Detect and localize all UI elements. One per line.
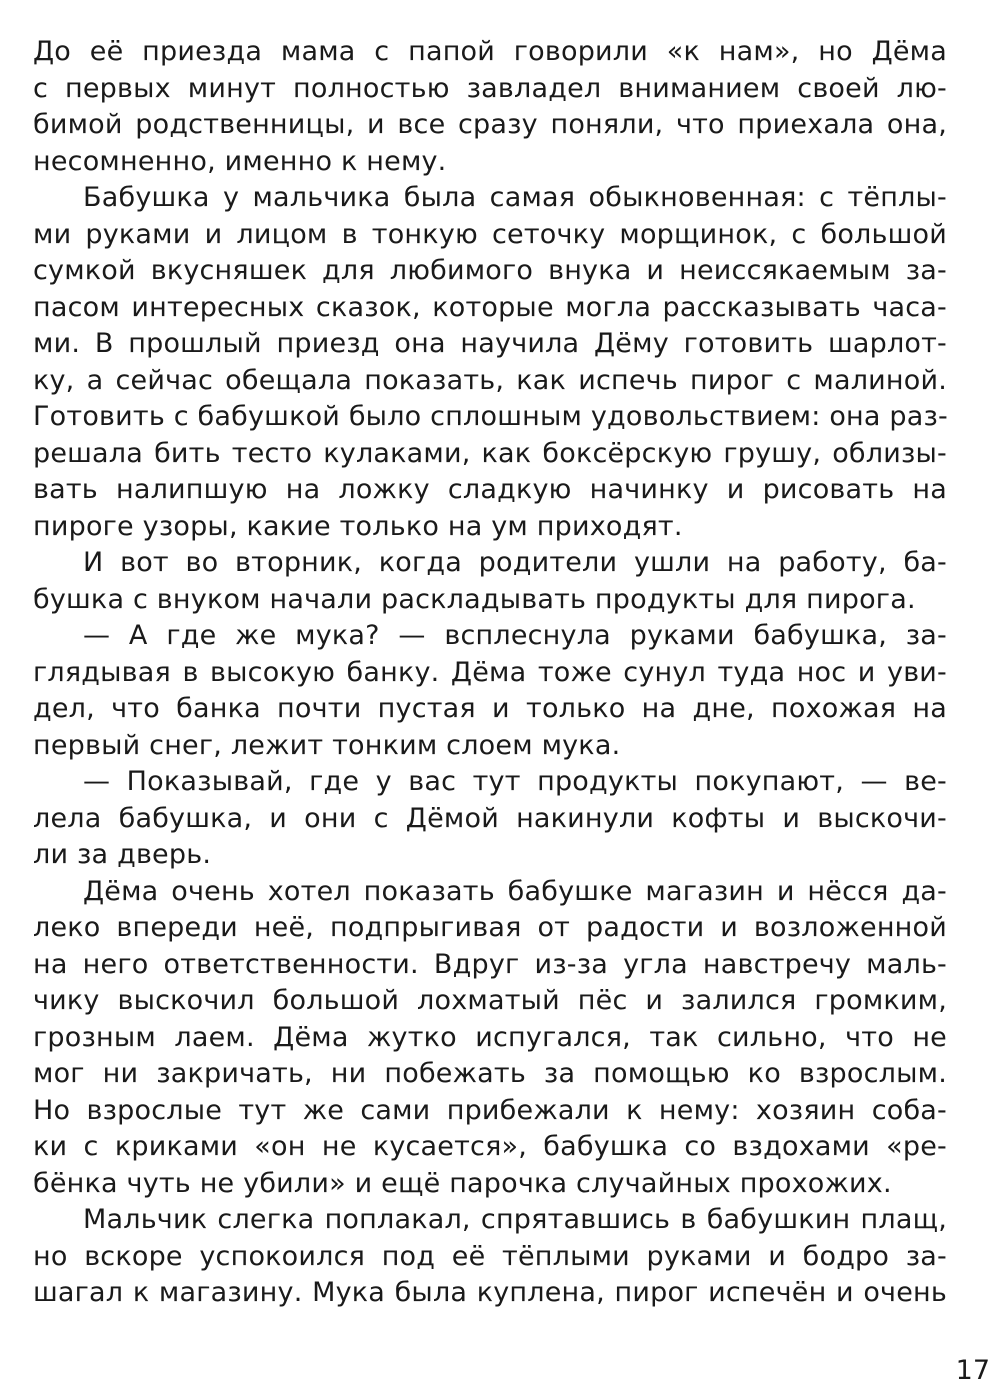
text-line: с первых минут полностью завладел вниманием своей лю- <box>33 72 947 104</box>
text-line: Бабушка у мальчика была самая обыкновенная: с тёплы- <box>83 182 947 213</box>
page-text <box>33 34 947 1312</box>
text-line: решала бить тесто кулаками, как боксёрскую грушу, облизы- <box>33 437 947 469</box>
text-line: пасом интересных сказок, которые могла рассказывать часа- <box>33 291 947 323</box>
paragraph <box>33 764 947 874</box>
text-line: ку, а сейчас обещала показать, как испечь пирог с малиной. <box>33 364 947 396</box>
text-line: несомненно, именно к нему. <box>33 145 447 177</box>
text-line: ки с криками «он не кусается», бабушка со вздохами «ре- <box>33 1131 947 1162</box>
text-line: ми. В прошлый приезд она научила Дёму готовить шарлот- <box>33 328 947 359</box>
paragraph <box>33 874 947 1203</box>
text-line: дел, что банка почти пустая и только на дне, похожая на <box>33 693 947 724</box>
text-line: глядывая в высокую банку. Дёма тоже сунул туда нос и уви- <box>33 656 947 688</box>
paragraph <box>33 618 947 764</box>
text-line: леко впереди неё, подпрыгивая от радости и возложенной <box>33 912 947 943</box>
text-line: чику выскочил большой лохматый пёс и залился громким, <box>33 985 947 1016</box>
text-line: До её приезда мама с папой говорили «к нам», но Дёма <box>33 36 947 67</box>
text-line: ли за дверь. <box>33 839 212 870</box>
text-line: бёнка чуть не убили» и ещё парочка случайных прохожих. <box>33 1167 892 1199</box>
text-line: Но взрослые тут же сами прибежали к нему: хозяин соба- <box>33 1094 947 1126</box>
text-line: вать налипшую на ложку сладкую начинку и рисовать на <box>33 474 947 505</box>
page-number: 17 <box>955 1355 990 1386</box>
paragraph <box>33 34 947 180</box>
text-line: Готовить с бабушкой было сплошным удовольствием: она раз- <box>33 401 949 432</box>
text-line: сумкой вкусняшек для любимого внука и неиссякаемым за- <box>33 255 947 286</box>
text-line: И вот во вторник, когда родители ушли на работу, ба- <box>83 547 947 578</box>
paragraph <box>33 1202 947 1312</box>
text-line: шагал к магазину. Мука была куплена, пирог испечён и очень <box>33 1277 947 1308</box>
paragraph <box>33 180 947 545</box>
text-line: мог ни закричать, ни побежать за помощью ко взрослым. <box>33 1058 947 1089</box>
text-line: Мальчик слегка поплакал, спрятавшись в бабушкин плащ, <box>83 1204 947 1235</box>
text-line: бушка с внуком начали раскладывать продукты для пирога. <box>33 583 916 615</box>
text-line: грозным лаем. Дёма жутко испугался, так сильно, что не <box>33 1021 947 1053</box>
paragraph <box>33 545 947 618</box>
text-line: на него ответственности. Вдруг из-за угла навстречу маль- <box>33 948 947 980</box>
text-line: первый снег, лежит тонким слоем мука. <box>33 729 621 761</box>
text-line: но вскоре успокоился под её тёплыми руками и бодро за- <box>33 1240 947 1272</box>
text-line: ми руками и лицом в тонкую сеточку морщинок, с большой <box>33 218 947 250</box>
text-line: бимой родственницы, и все сразу поняли, что приехала она, <box>33 109 947 140</box>
text-line: пироге узоры, какие только на ум приходят. <box>33 510 683 542</box>
text-line: — Показывай, где у вас тут продукты покупают, — ве- <box>83 766 947 797</box>
text-line: Дёма очень хотел показать бабушке магазин и нёсся да- <box>83 875 947 907</box>
text-line: лела бабушка, и они с Дёмой накинули кофты и выскочи- <box>33 802 947 834</box>
text-line: — А где же мука? — всплеснула руками бабушка, за- <box>83 620 947 651</box>
